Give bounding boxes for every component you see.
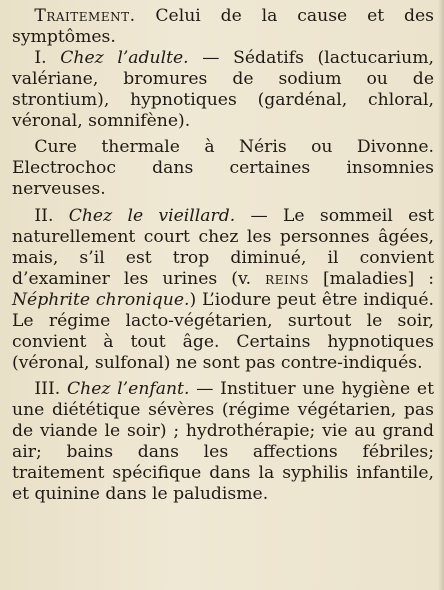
cross-reference: reins bbox=[265, 268, 309, 289]
paragraph-text: [maladies] : bbox=[308, 268, 434, 289]
paragraph-elderly bbox=[12, 206, 434, 373]
section-heading: Traitement. bbox=[34, 6, 136, 26]
paragraph-text: — Instituer une hygiène et une diététique sévères (régime végétarien, pas de viande le soir) ; hydrothérapie; vie au grand air; bains dans les affections fébriles; traitement spécifique dans la syphilis infantile, et quinine dans le paludisme. bbox=[12, 379, 434, 504]
paragraph-text: ) L’iodure peut être indiqué. Le régime lacto-végétarien, surtout le soir, convient à tout âge. Certains hypnotiques (véronal, sulfonal) ne sont pas contre-indiqués. bbox=[12, 289, 434, 373]
section-title: Chez l’enfant. bbox=[66, 379, 190, 400]
paragraph-text: — Sédatifs (lactucarium, valériane, bromures de sodium ou de strontium), hypnotiques (gardénal, chloral, véronal, somnifène). bbox=[12, 47, 434, 131]
cross-reference-title: Néphrite chronique. bbox=[12, 289, 190, 310]
paragraph-text: Cure thermale à Néris ou Divonne. Electrochoc dans certaines insomnies nerveuses. bbox=[12, 137, 434, 200]
paragraph-adult bbox=[12, 48, 434, 132]
section-number: III. bbox=[34, 379, 67, 400]
paragraph-treatment bbox=[12, 6, 434, 48]
paragraph-cure bbox=[12, 137, 434, 200]
paragraph-text: Celui de la cause et des symptômes. bbox=[12, 6, 434, 47]
page-edge-shadow bbox=[438, 0, 444, 590]
section-number: I. bbox=[34, 47, 61, 68]
section-title: Chez l’adulte. bbox=[60, 47, 189, 68]
paragraph-child bbox=[12, 379, 434, 504]
section-title: Chez le vieillard. bbox=[68, 206, 236, 227]
section-number: II. bbox=[34, 206, 69, 227]
paragraph-text: — Le sommeil est naturellement court chez les personnes âgées, mais, s’il est trop diminué, il convient d’examiner les urines (v. bbox=[12, 206, 434, 289]
